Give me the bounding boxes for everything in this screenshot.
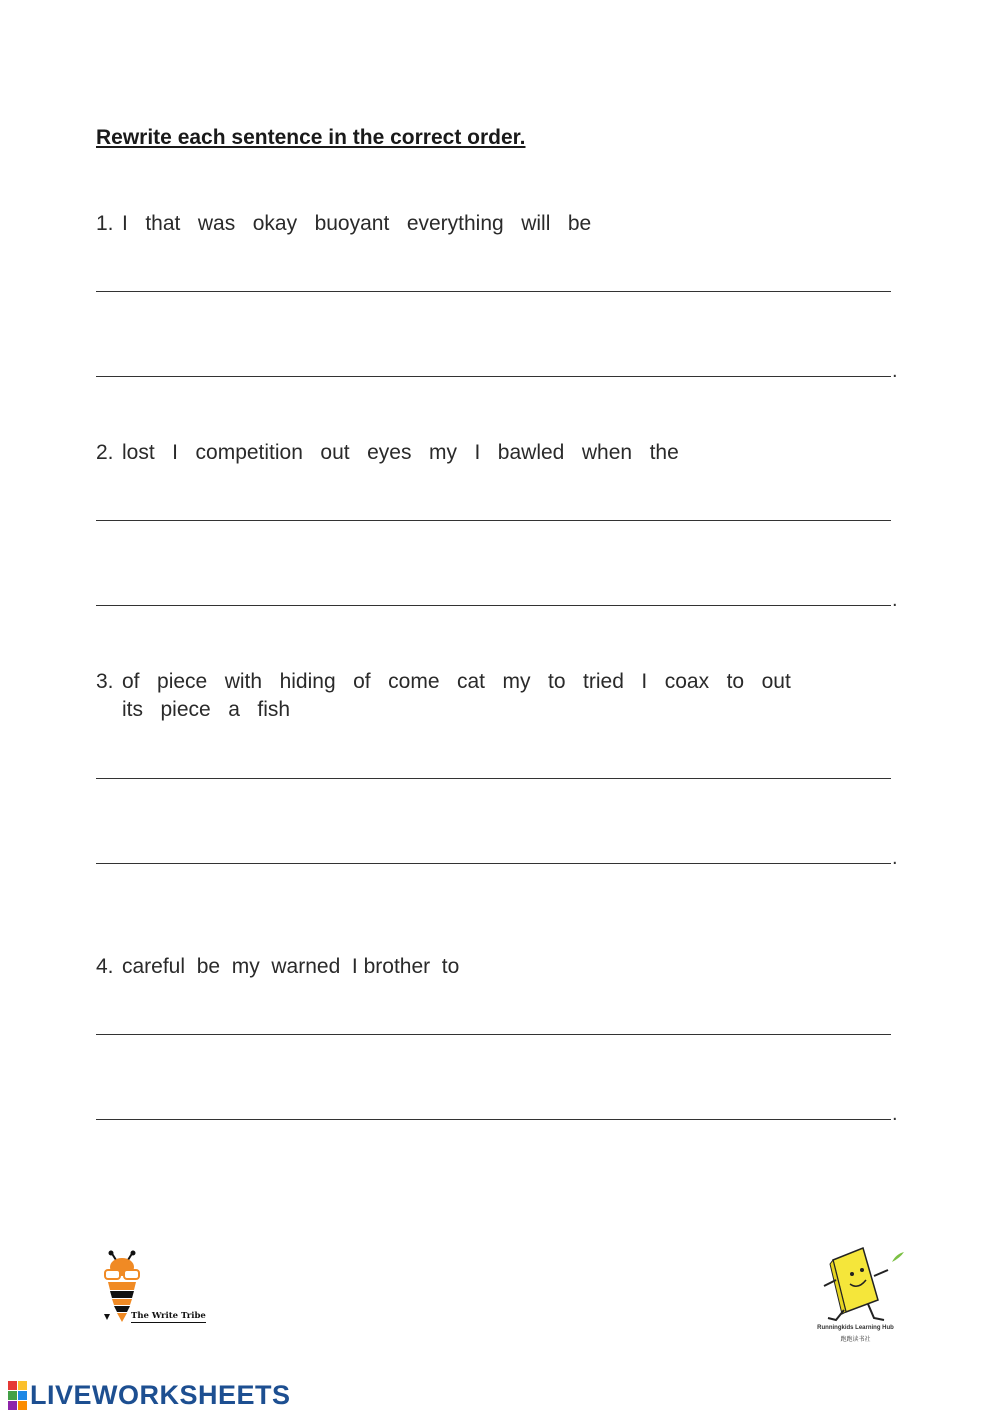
answer-line[interactable] xyxy=(96,376,891,377)
question-number: 2. xyxy=(96,441,114,464)
answer-line[interactable] xyxy=(96,291,891,292)
brand-block xyxy=(18,1381,27,1390)
brand-block xyxy=(8,1401,17,1410)
question-1 xyxy=(96,210,591,238)
answer-line[interactable] xyxy=(96,605,891,606)
question-text: lost I competition out eyes my I bawled when the xyxy=(122,441,679,464)
answer-line[interactable] xyxy=(96,778,891,779)
question-text: of piece with hiding of come cat my to tried I coax to out xyxy=(122,670,791,693)
line-end-period: . xyxy=(892,1103,898,1125)
line-end-period: . xyxy=(892,360,898,382)
write-tribe-label: The Write Tribe xyxy=(131,1311,206,1321)
liveworksheets-brand[interactable] xyxy=(8,1381,291,1409)
answer-line[interactable] xyxy=(96,863,891,864)
question-text-continued: its piece a fish xyxy=(122,698,291,721)
line-end-period: . xyxy=(892,589,898,611)
runningkids-book-logo xyxy=(808,1240,908,1325)
runningkids-sub-label: 跑跑读书社 xyxy=(840,1337,871,1343)
question-4 xyxy=(96,953,459,981)
runningkids-label: Runningkids Learning Hub xyxy=(817,1325,894,1331)
question-text: I that was okay buoyant everything will be xyxy=(122,212,592,235)
question-number: 3. xyxy=(96,670,114,693)
brand-block xyxy=(18,1391,27,1400)
brand-block xyxy=(8,1381,17,1390)
question-text: careful be my warned I brother to xyxy=(122,955,460,978)
brand-name: LIVEWORKSHEETS xyxy=(30,1379,291,1410)
answer-line[interactable] xyxy=(96,520,891,521)
question-2 xyxy=(96,439,679,467)
brand-blocks-icon xyxy=(8,1381,27,1410)
line-end-period: . xyxy=(892,847,898,869)
brand-block xyxy=(18,1401,27,1410)
question-3 xyxy=(96,668,791,724)
answer-line[interactable] xyxy=(96,1119,891,1120)
answer-line[interactable] xyxy=(96,1034,891,1035)
worksheet-title: Rewrite each sentence in the correct order. xyxy=(96,126,526,149)
brand-block xyxy=(8,1391,17,1400)
question-number: 1. xyxy=(96,212,114,235)
question-number: 4. xyxy=(96,955,114,978)
